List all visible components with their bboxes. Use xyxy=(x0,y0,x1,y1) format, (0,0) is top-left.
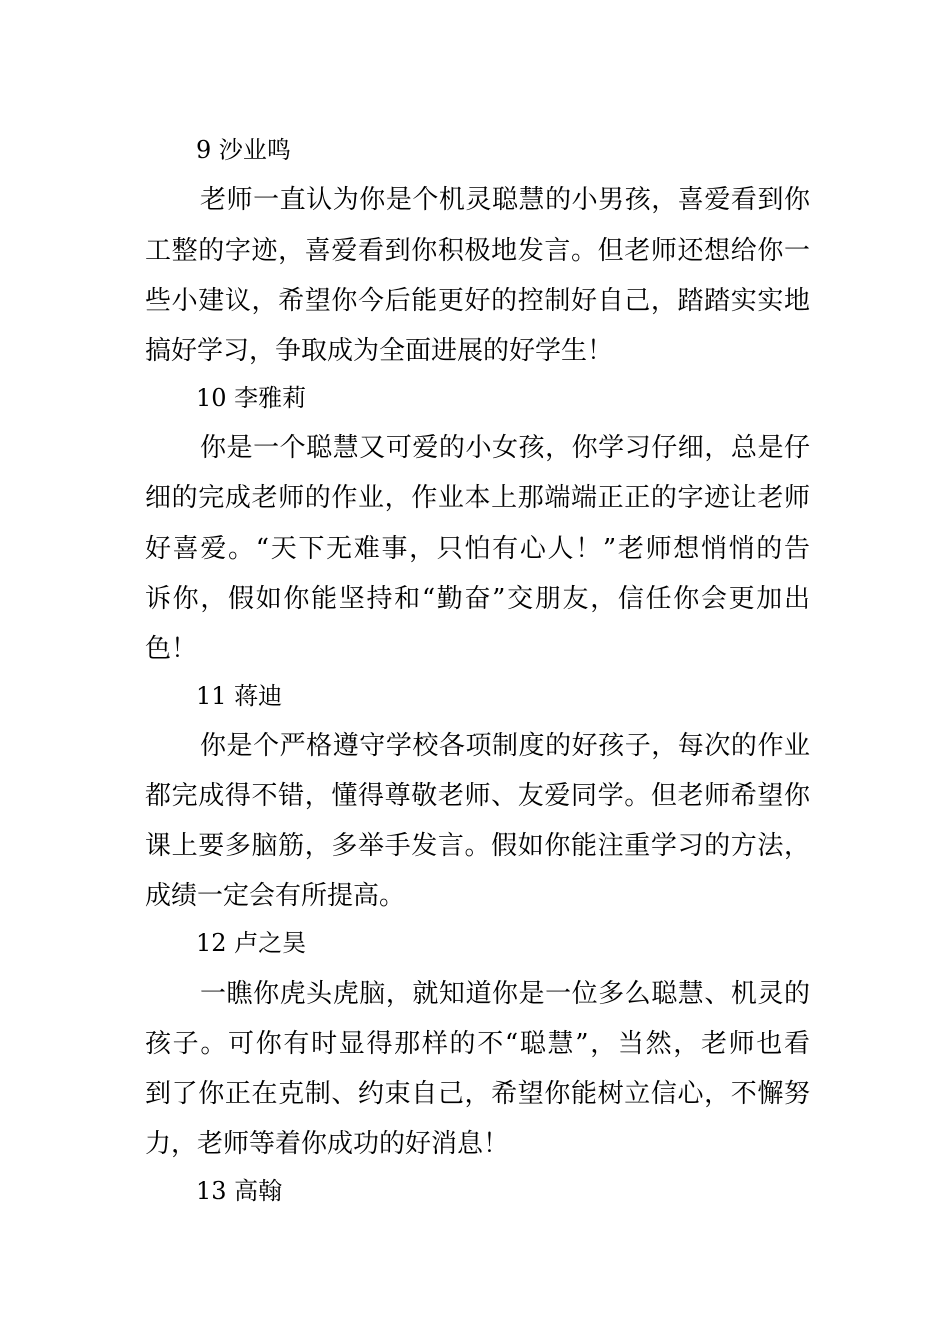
comment-line: 细的完成老师的作业，作业本上那端端正正的字迹让老师 xyxy=(145,483,810,513)
student-name: 9 沙业鸣 xyxy=(196,136,291,164)
comment-line: 诉你，假如你能坚持和“勤奋”交朋友，信任你会更加出 xyxy=(145,584,810,614)
comment-line: 工整的字迹，喜爱看到你积极地发言。但老师还想给你一 xyxy=(145,236,810,266)
comment-line: 课上要多脑筋，多举手发言。假如你能注重学习的方法， xyxy=(145,831,810,861)
comment-line: 一瞧你虎头虎脑，就知道你是一位多么聪慧、机灵的 xyxy=(200,979,810,1009)
comment-line: 孩子。可你有时显得那样的不“聪慧”，当然，老师也看 xyxy=(145,1029,810,1059)
comment-line: 你是个严格遵守学校各项制度的好孩子，每次的作业 xyxy=(200,731,810,761)
comment-line: 力，老师等着你成功的好消息！ xyxy=(145,1129,510,1159)
student-name: 12 卢之昊 xyxy=(196,929,307,957)
comment-line: 色！ xyxy=(145,634,198,664)
comment-line: 你是一个聪慧又可爱的小女孩，你学习仔细，总是仔 xyxy=(200,433,810,463)
comment-line: 老师一直认为你是个机灵聪慧的小男孩，喜爱看到你 xyxy=(200,185,810,215)
comment-line: 搞好学习，争取成为全面进展的好学生！ xyxy=(145,336,614,366)
comment-line: 都完成得不错，懂得尊敬老师、友爱同学。但老师希望你 xyxy=(145,781,810,811)
comment-line: 好喜爱。“天下无难事，只怕有心人！”老师想悄悄的告 xyxy=(145,534,810,564)
comment-line: 些小建议，希望你今后能更好的控制好自己，踏踏实实地 xyxy=(145,286,810,316)
comment-line: 成绩一定会有所提高。 xyxy=(145,881,406,911)
student-name: 11 蒋迪 xyxy=(196,682,283,710)
student-name: 13 高翰 xyxy=(196,1177,283,1205)
comment-line: 到了你正在克制、约束自己，希望你能树立信心，不懈努 xyxy=(145,1079,810,1109)
student-name: 10 李雅莉 xyxy=(196,384,307,412)
